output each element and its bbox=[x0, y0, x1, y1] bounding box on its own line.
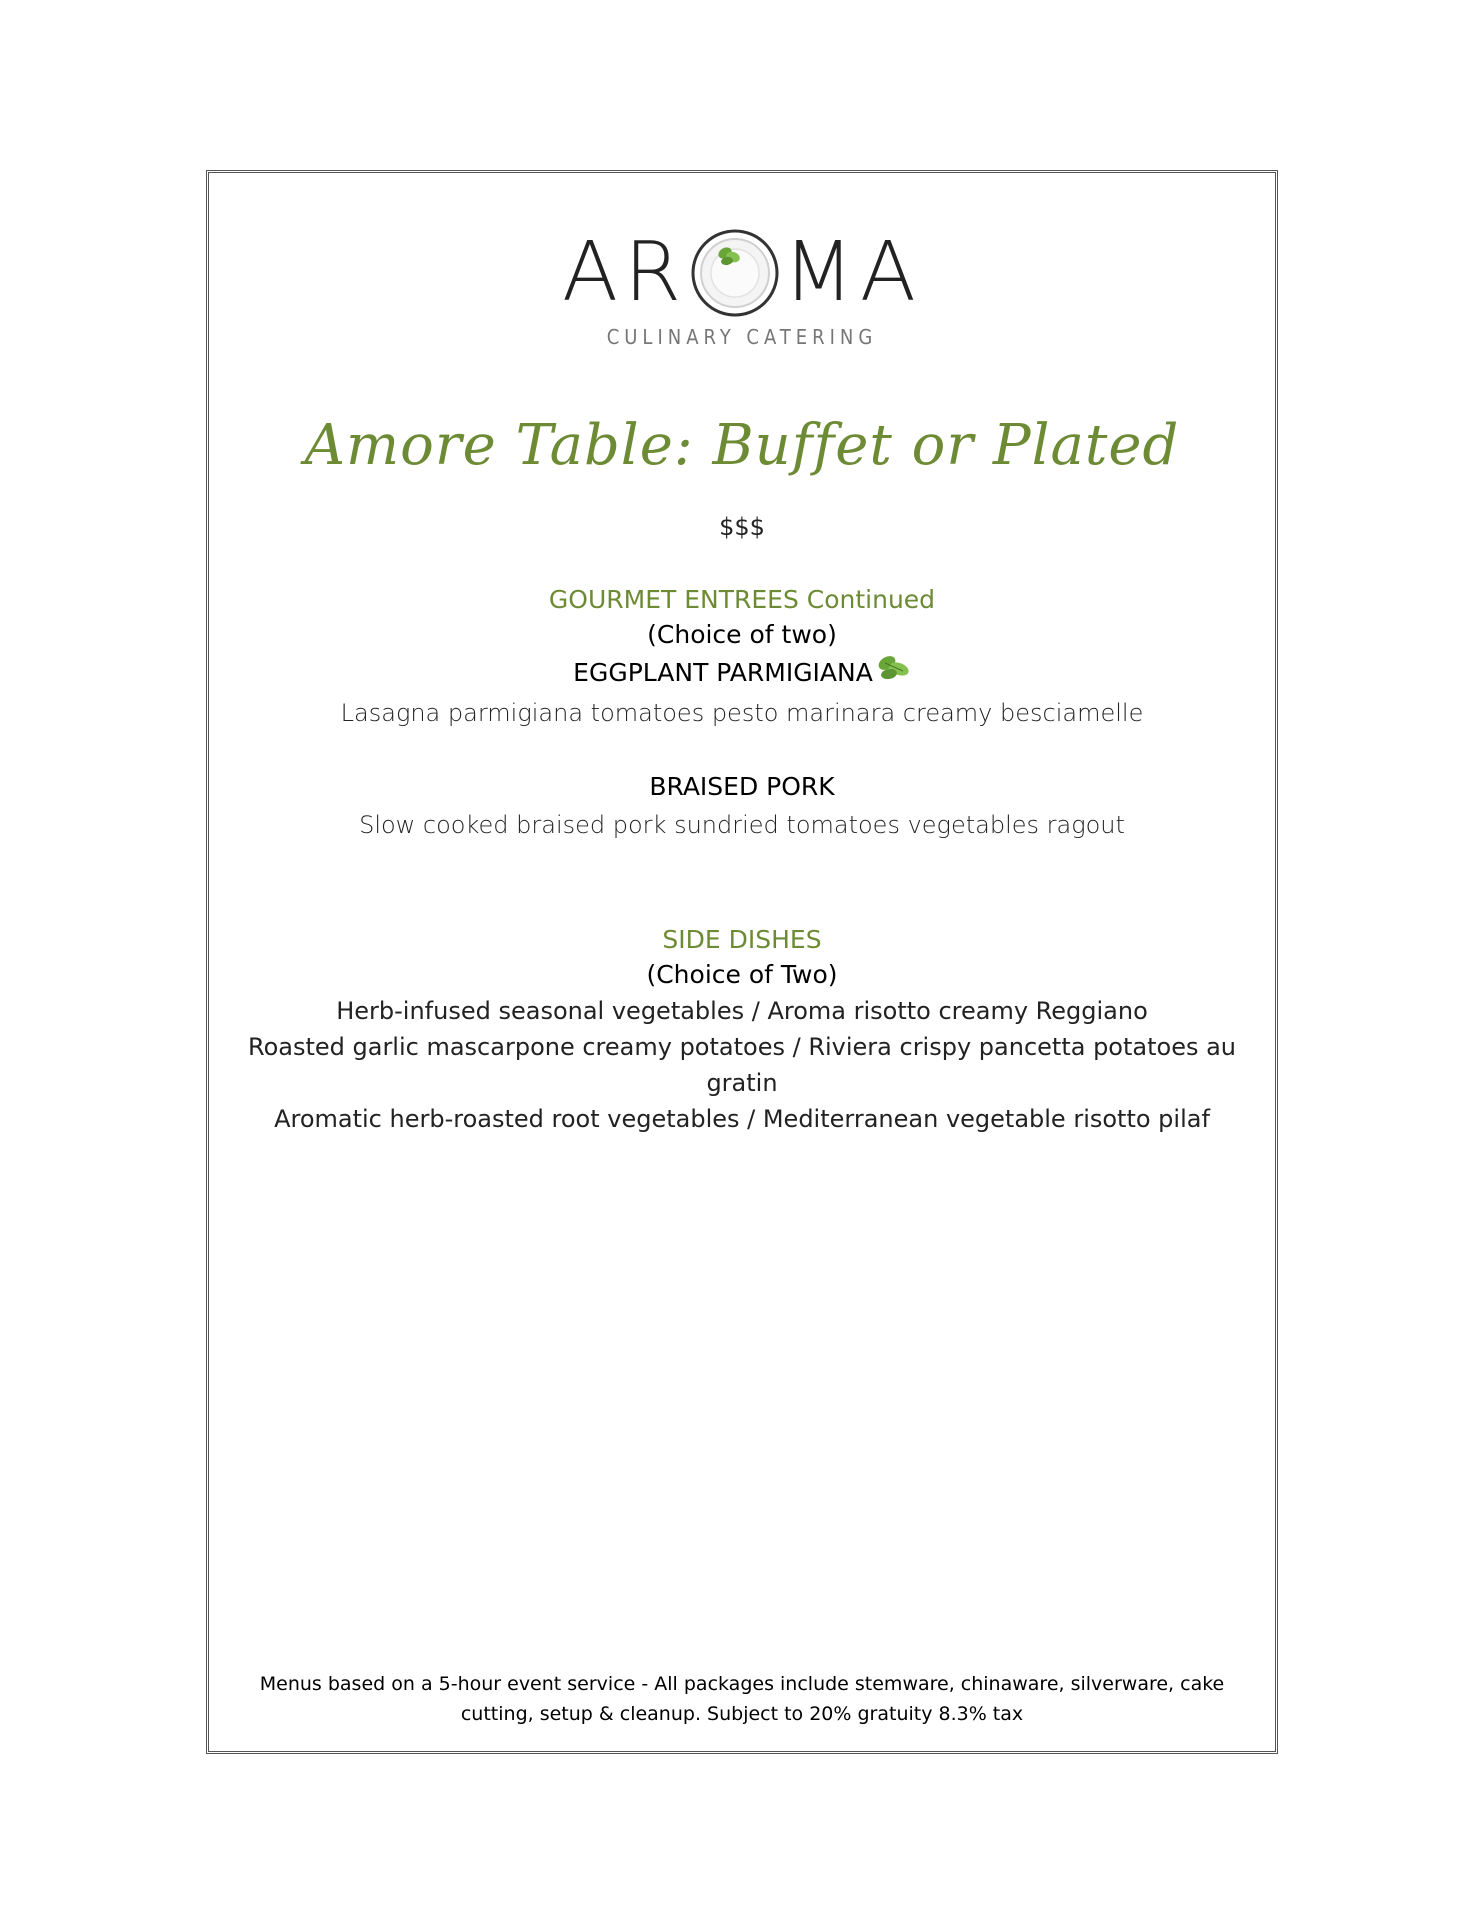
logo-word-left: AR bbox=[562, 225, 688, 320]
entree-item bbox=[209, 767, 1275, 843]
side-dish-line: Roasted garlic mascarpone creamy potatoes / Riviera crispy pancetta potatoes au gratin bbox=[247, 1033, 1237, 1097]
sides-heading: SIDE DISHES bbox=[662, 925, 822, 954]
sides-section bbox=[209, 923, 1275, 1137]
logo-word-right: MA bbox=[783, 225, 922, 320]
entree-name: EGGPLANT PARMIGIANA bbox=[573, 658, 873, 687]
entrees-choice-note: (Choice of two) bbox=[647, 620, 837, 649]
entrees-heading: GOURMET ENTREES Continued bbox=[548, 585, 936, 614]
logo-subtitle: CULINARY CATERING bbox=[606, 325, 878, 349]
sides-choice-note: (Choice of Two) bbox=[646, 960, 838, 989]
entree-item bbox=[209, 653, 1275, 731]
basil-leaf-icon bbox=[877, 653, 911, 695]
price-indicator: $$$ bbox=[719, 513, 765, 541]
side-dish-line: Aromatic herb-roasted root vegetables / Mediterranean vegetable risotto pilaf bbox=[274, 1105, 1210, 1133]
menu-page-frame bbox=[206, 170, 1278, 1754]
terms-line: Menus based on a 5-hour event service - All packages include stemware, chinaware, silverware, cake bbox=[259, 1673, 1225, 1695]
terms-line: cutting, setup & cleanup. Subject to 20% gratuity 8.3% tax bbox=[460, 1703, 1024, 1725]
aroma-logo bbox=[209, 225, 1275, 365]
menu-title: Amore Table: Buffet or Plated bbox=[304, 413, 1180, 478]
logo-wordmark bbox=[562, 225, 922, 321]
plate-icon bbox=[689, 227, 781, 319]
entree-name: BRAISED PORK bbox=[649, 772, 835, 801]
entree-description: Lasagna parmigiana tomatoes pesto marinara creamy besciamelle bbox=[340, 699, 1144, 727]
terms-footer bbox=[249, 1669, 1235, 1729]
entree-description: Slow cooked braised pork sundried tomatoes vegetables ragout bbox=[359, 811, 1125, 839]
side-dish-line: Herb-infused seasonal vegetables / Aroma risotto creamy Reggiano bbox=[336, 997, 1148, 1025]
entrees-section bbox=[209, 583, 1275, 843]
